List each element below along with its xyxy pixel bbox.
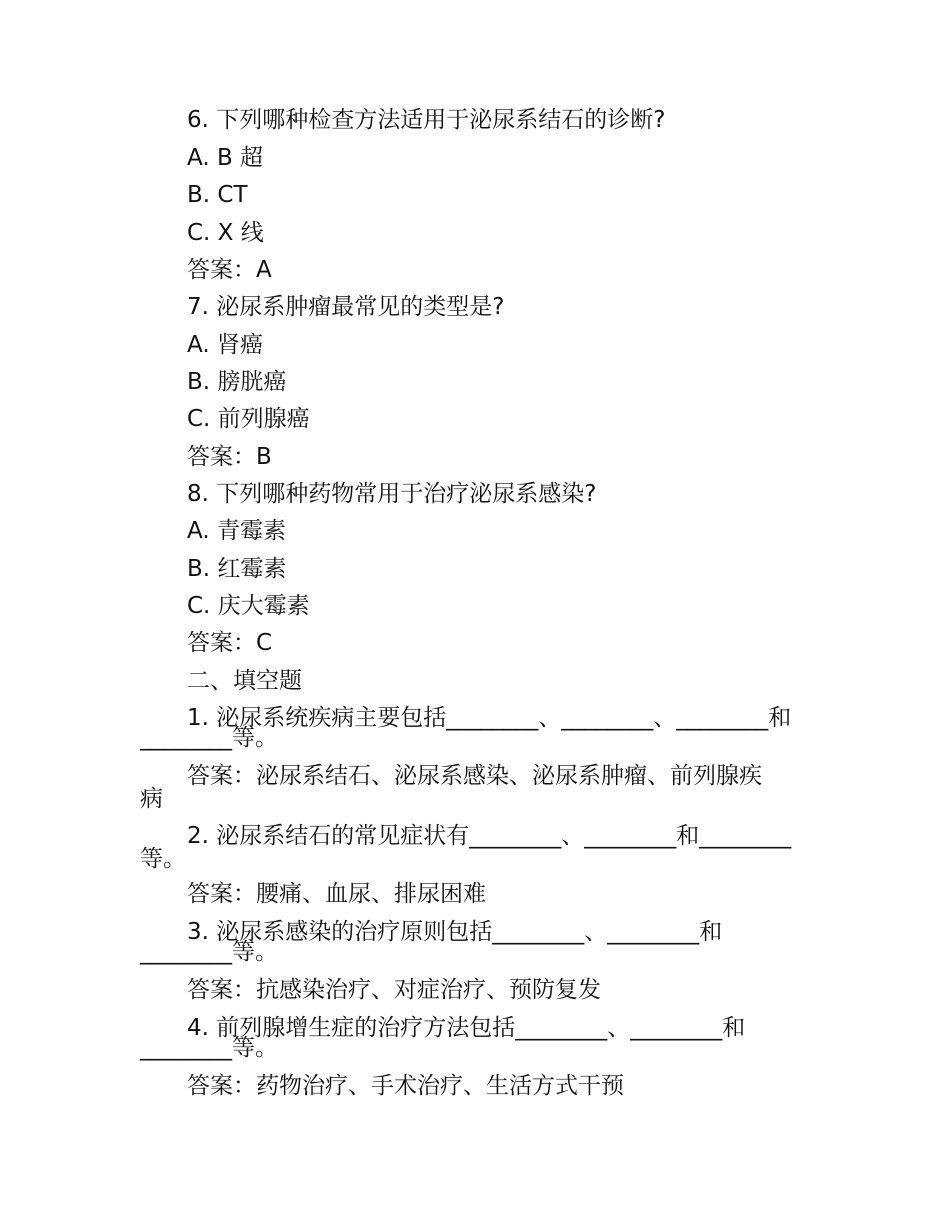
question-6: 6. 下列哪种检查方法适用于泌尿系结石的诊断? — [187, 107, 666, 133]
section-heading-fill-in: 二、填空题 — [187, 668, 302, 694]
fill-answer-1: 答案：泌尿系结石、泌尿系感染、泌尿系肿瘤、前列腺疾 — [187, 763, 762, 789]
fill-question-1-cont: ________等。 — [140, 725, 278, 751]
question-8-option-b: B. 红霉素 — [187, 556, 287, 582]
question-8-option-a: A. 青霉素 — [187, 518, 286, 544]
question-8-option-c: C. 庆大霉素 — [187, 593, 310, 619]
fill-answer-3: 答案：抗感染治疗、对症治疗、预防复发 — [187, 977, 601, 1003]
fill-answer-1-cont: 病 — [140, 786, 163, 812]
fill-question-3-cont: ________等。 — [140, 939, 278, 965]
question-8-answer: 答案：C — [187, 630, 273, 656]
fill-question-2: 2. 泌尿系结石的常见症状有________、________和________ — [187, 823, 792, 849]
fill-answer-2: 答案：腰痛、血尿、排尿困难 — [187, 881, 486, 907]
question-6-answer: 答案：A — [187, 257, 272, 283]
fill-question-2-cont: 等。 — [140, 846, 186, 872]
question-7-option-a: A. 肾癌 — [187, 332, 263, 358]
fill-question-1: 1. 泌尿系统疾病主要包括________、________、________和 — [187, 705, 792, 731]
question-6-option-b: B. CT — [187, 182, 248, 208]
question-7: 7. 泌尿系肿瘤最常见的类型是? — [187, 294, 505, 320]
fill-answer-4: 答案：药物治疗、手术治疗、生活方式干预 — [187, 1073, 624, 1099]
question-7-option-c: C. 前列腺癌 — [187, 406, 310, 432]
fill-question-3: 3. 泌尿系感染的治疗原则包括________、________和 — [187, 919, 723, 945]
question-8: 8. 下列哪种药物常用于治疗泌尿系感染? — [187, 481, 597, 507]
question-7-answer: 答案：B — [187, 444, 272, 470]
question-6-option-c: C. X 线 — [187, 220, 264, 246]
fill-question-4: 4. 前列腺增生症的治疗方法包括________、________和 — [187, 1015, 746, 1041]
question-7-option-b: B. 膀胱癌 — [187, 369, 287, 395]
fill-question-4-cont: ________等。 — [140, 1035, 278, 1061]
question-6-option-a: A. B 超 — [187, 145, 264, 171]
